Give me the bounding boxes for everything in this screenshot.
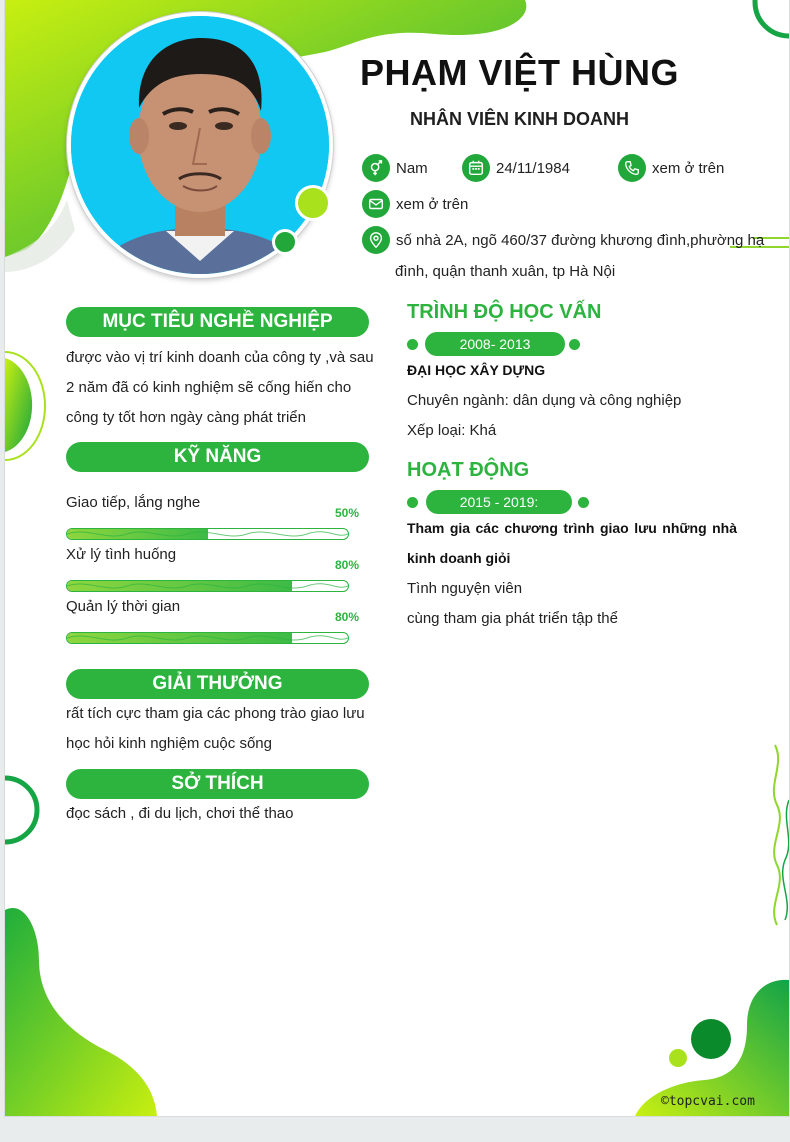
- skill-name: Xử lý tình huống: [66, 546, 177, 563]
- skill-percent: 80%: [335, 558, 360, 572]
- email-icon: [362, 190, 390, 218]
- left-ring: [5, 778, 37, 842]
- skill-bar: [66, 528, 349, 540]
- objective-line: được vào vị trí kinh doanh của công ty ,và sau: [66, 349, 374, 366]
- education-period: 2008- 2013: [425, 332, 565, 356]
- activities-line-2: kinh doanh giỏi: [407, 550, 511, 566]
- location-icon: [362, 226, 390, 254]
- education-title: TRÌNH ĐỘ HỌC VẤN: [407, 301, 602, 323]
- phone-info: [618, 154, 724, 182]
- skill-percent: 80%: [335, 610, 360, 624]
- phone-icon: [618, 154, 646, 182]
- skill-name: Quản lý thời gian: [66, 598, 181, 615]
- avatar-dot-green: [272, 229, 298, 255]
- awards-line: rất tích cực tham gia các phong trào giao lưu: [66, 705, 365, 722]
- bottom-left-blob: [5, 908, 157, 1116]
- address-line-1: số nhà 2A, ngõ 460/37 đường khương đình,phường hạ: [396, 231, 765, 249]
- top-right-ring: [755, 0, 789, 36]
- period-dot: [407, 339, 418, 350]
- period-dot: [407, 497, 418, 508]
- phone-value: xem ở trên: [652, 159, 725, 177]
- right-wave-2: [783, 800, 789, 920]
- period-dot: [569, 339, 580, 350]
- birthday-info: [462, 154, 570, 182]
- bottom-dot-large: [691, 1019, 731, 1059]
- copyright-text: ©topcvai.com: [661, 1094, 755, 1109]
- email-value: xem ở trên: [396, 195, 469, 213]
- skills-title: KỸ NĂNG: [66, 442, 369, 472]
- skill-bar: [66, 580, 349, 592]
- period-dot: [578, 497, 589, 508]
- education-grade: Xếp loại: Khá: [407, 422, 497, 439]
- activities-period: 2015 - 2019:: [426, 490, 572, 514]
- objective-title: MỤC TIÊU NGHỀ NGHIỆP: [66, 307, 369, 337]
- activities-line-1: Tham gia các chương trình giao lưu những nhà: [407, 520, 737, 536]
- gender-icon: [362, 154, 390, 182]
- full-name: PHẠM VIỆT HÙNG: [360, 52, 680, 93]
- cv-page: [5, 0, 789, 1116]
- objective-text: [66, 343, 374, 433]
- job-position: NHÂN VIÊN KINH DOANH: [410, 109, 630, 129]
- objective-line: công ty tốt hơn ngày càng phát triển: [66, 409, 306, 426]
- address-line-2: đình, quận thanh xuân, tp Hà Nội: [395, 263, 616, 280]
- birthday-value: 24/11/1984: [496, 159, 570, 177]
- calendar-icon: [462, 154, 490, 182]
- address-info: [362, 226, 764, 254]
- education-school: ĐẠI HỌC XÂY DỰNG: [407, 362, 546, 378]
- activities-title: HOẠT ĐỘNG: [407, 459, 530, 481]
- gender-value: Nam: [396, 159, 428, 177]
- activities-line-3: Tình nguyện viên: [407, 580, 523, 597]
- gender-info: [362, 154, 428, 182]
- skill-bar: [66, 632, 349, 644]
- awards-text: [66, 699, 365, 759]
- email-info: [362, 190, 468, 218]
- avatar-dot-lime: [295, 185, 331, 221]
- objective-line: 2 năm đã có kinh nghiệm sẽ cống hiến cho: [66, 379, 352, 396]
- hobbies-title: SỞ THÍCH: [66, 769, 369, 799]
- left-half-circle: [5, 358, 32, 452]
- activities-line-4: cùng tham gia phát triển tập thể: [407, 610, 618, 627]
- right-wave-1: [774, 745, 780, 925]
- education-major: Chuyên ngành: dân dụng và công nghiệp: [407, 392, 682, 409]
- awards-title: GIẢI THƯỞNG: [66, 669, 369, 699]
- bottom-dot-small: [669, 1049, 687, 1067]
- hobbies-text: đọc sách , đi du lịch, chơi thể thao: [66, 805, 294, 822]
- skill-name: Giao tiếp, lắng nghe: [66, 494, 201, 511]
- skill-percent: 50%: [335, 506, 360, 520]
- awards-line: học hỏi kinh nghiệm cuộc sống: [66, 735, 272, 752]
